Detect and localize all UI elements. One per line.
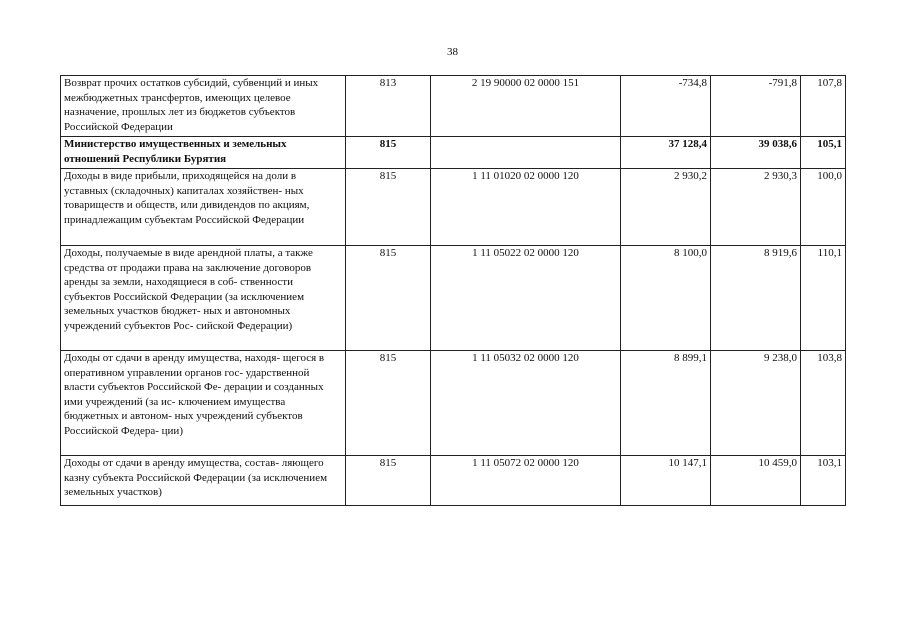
row-name-cell: Возврат прочих остатков субсидий, субвенций и иных межбюджетных трансфертов, имеющих целевое назначение, прошлых лет из бюджетов субъектов Российской Федерации: [61, 76, 346, 137]
row-name-cell: Доходы от сдачи в аренду имущества, находя- щегося в оперативном управлении органов гос- ударственной власти субъектов Российской Фе- дерации и созданных ими учреждений (за ис- ключением имущества бюджетных и автоном- ных учреждений субъектов Российской Федера- ции): [61, 351, 346, 456]
table-row: [61, 169, 846, 246]
row-admin-code-cell: 815: [346, 246, 431, 351]
table-row: [61, 351, 846, 456]
table-row: [61, 76, 846, 137]
row-name-cell: Доходы, получаемые в виде арендной платы, а также средства от продажи права на заключение договоров аренды за земли, находящиеся в соб- ственности субъектов Российской Федерации (за исключением земельных участков бюджет- ных и автономных учреждений субъектов Рос- сийской Федерации): [61, 246, 346, 351]
row-name-cell: Доходы в виде прибыли, приходящейся на доли в уставных (складочных) капиталах хозяйствен- ных товариществ и обществ, или дивидендов по акциям, принадлежащим субъектам Российской Федерации: [61, 169, 346, 246]
row-admin-code-cell: 815: [346, 456, 431, 506]
row-fact-cell: 39 038,6: [711, 137, 801, 169]
row-plan-cell: 2 930,2: [621, 169, 711, 246]
table-row: [61, 456, 846, 506]
table-row: [61, 137, 846, 169]
row-percent-cell: 103,8: [801, 351, 846, 456]
row-plan-cell: 10 147,1: [621, 456, 711, 506]
row-percent-cell: 110,1: [801, 246, 846, 351]
row-admin-code-cell: 815: [346, 169, 431, 246]
budget-table: [60, 75, 846, 506]
row-fact-cell: -791,8: [711, 76, 801, 137]
table-row: [61, 246, 846, 351]
row-plan-cell: 37 128,4: [621, 137, 711, 169]
row-fact-cell: 2 930,3: [711, 169, 801, 246]
row-fact-cell: 9 238,0: [711, 351, 801, 456]
row-percent-cell: 100,0: [801, 169, 846, 246]
row-fact-cell: 10 459,0: [711, 456, 801, 506]
row-budget-code-cell: 1 11 05032 02 0000 120: [431, 351, 621, 456]
row-name-cell: Министерство имущественных и земельных отношений Республики Бурятия: [61, 137, 346, 169]
row-fact-cell: 8 919,6: [711, 246, 801, 351]
budget-table-body: [61, 76, 846, 506]
row-percent-cell: 105,1: [801, 137, 846, 169]
page-number: 38: [447, 46, 458, 58]
row-budget-code-cell: 1 11 01020 02 0000 120: [431, 169, 621, 246]
row-name-cell: Доходы от сдачи в аренду имущества, состав- ляющего казну субъекта Российской Федерации (за исключением земельных участков): [61, 456, 346, 506]
row-percent-cell: 107,8: [801, 76, 846, 137]
row-admin-code-cell: 815: [346, 351, 431, 456]
row-budget-code-cell: 1 11 05072 02 0000 120: [431, 456, 621, 506]
row-budget-code-cell: 2 19 90000 02 0000 151: [431, 76, 621, 137]
row-budget-code-cell: 1 11 05022 02 0000 120: [431, 246, 621, 351]
row-admin-code-cell: 813: [346, 76, 431, 137]
row-plan-cell: -734,8: [621, 76, 711, 137]
row-admin-code-cell: 815: [346, 137, 431, 169]
row-plan-cell: 8 100,0: [621, 246, 711, 351]
row-percent-cell: 103,1: [801, 456, 846, 506]
row-budget-code-cell: [431, 137, 621, 169]
row-plan-cell: 8 899,1: [621, 351, 711, 456]
